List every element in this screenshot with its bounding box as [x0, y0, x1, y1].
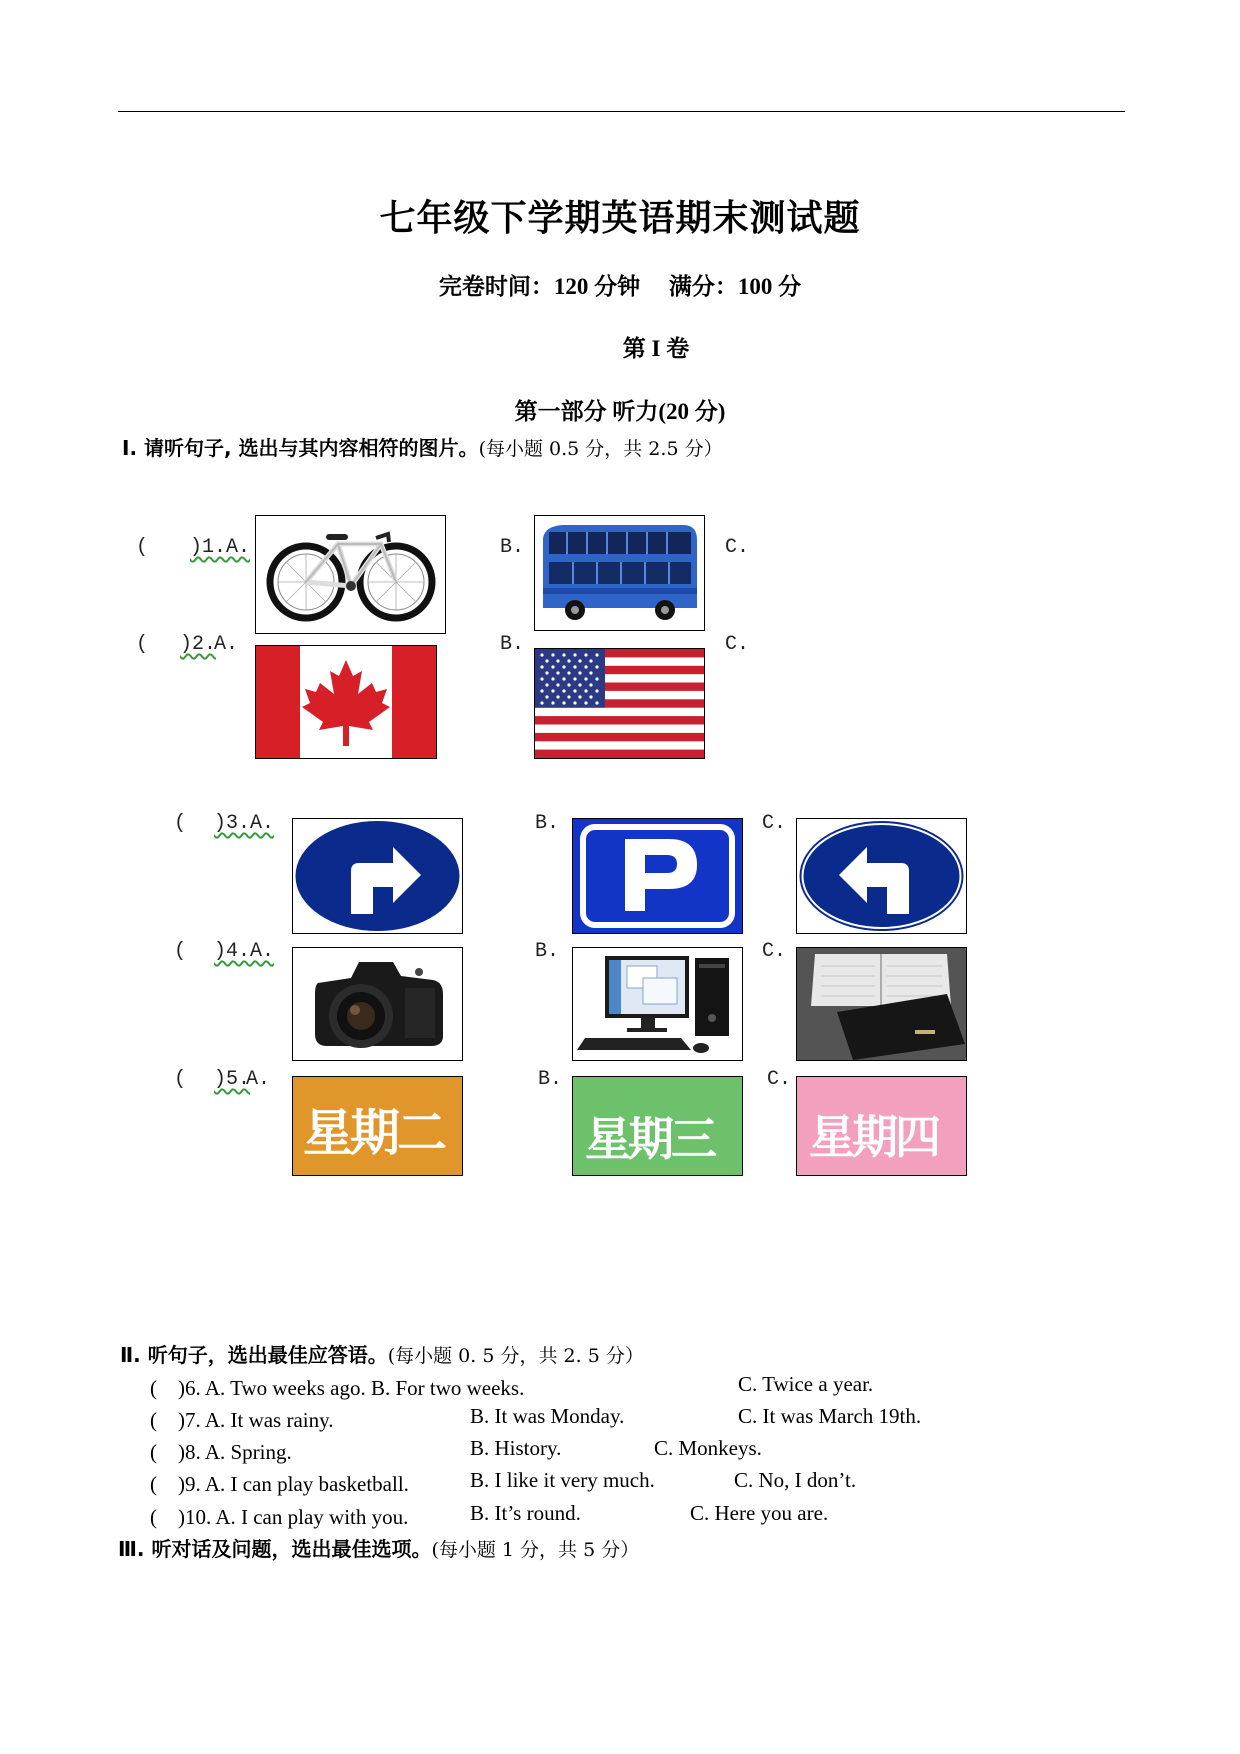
- q7-option-c: C. It was March 19th.: [738, 1404, 922, 1428]
- tuesday-text: 星期二: [303, 1104, 444, 1162]
- section-3-title: Ⅲ. 听对话及问题，选出最佳选项。: [118, 1537, 432, 1561]
- wednesday-card[interactable]: [572, 1076, 743, 1176]
- turn-right-sign-icon[interactable]: [292, 818, 463, 934]
- desktop-computer-icon[interactable]: [572, 947, 743, 1061]
- usa-flag-icon[interactable]: [534, 648, 705, 759]
- header-rule: [118, 111, 1125, 112]
- q2-option-c-label: C.: [725, 633, 750, 656]
- q3-paren: (: [174, 812, 187, 835]
- thursday-text: 星期四: [809, 1110, 938, 1164]
- tuesday-card[interactable]: [292, 1076, 463, 1176]
- q6-option-c: C. Twice a year.: [738, 1372, 874, 1396]
- notebook-icon[interactable]: [796, 947, 967, 1061]
- turn-left-sign-icon[interactable]: [796, 818, 967, 934]
- section-3-note: (每小题 1 分，共 5 分）: [431, 1539, 640, 1561]
- q5-paren: (: [174, 1068, 187, 1091]
- q8-option-b: B. History.: [470, 1436, 562, 1460]
- wednesday-text: 星期三: [585, 1112, 714, 1166]
- q9-question: ( )9. A. I can play basketball.: [150, 1472, 409, 1496]
- q5-option-a-label: A.: [246, 1068, 271, 1091]
- q6-question: ( )6. A. Two weeks ago. B. For two weeks.: [150, 1376, 525, 1400]
- section-2-note: (每小题 0. 5 分，共 2. 5 分）: [387, 1345, 644, 1367]
- q5-number: )5.: [214, 1068, 251, 1091]
- q1-option-b-label: B.: [500, 536, 525, 559]
- q3-option-b-label: B.: [535, 812, 560, 835]
- q5-option-b-label: B.: [538, 1068, 563, 1091]
- section-3-heading: [118, 1533, 639, 1562]
- q7-question: ( )7. A. It was rainy.: [150, 1408, 334, 1432]
- q4-paren: (: [174, 940, 187, 963]
- q9-option-b: B. I like it very much.: [470, 1468, 655, 1492]
- parking-sign-icon[interactable]: [572, 818, 743, 934]
- q4-option-b-label: B.: [535, 940, 560, 963]
- q10-option-b: B. It’s round.: [470, 1501, 581, 1525]
- page-title: 七年级下学期英语期末测试题: [379, 198, 861, 239]
- q7-option-b: B. It was Monday.: [470, 1404, 625, 1428]
- section-2-title: Ⅱ. 听句子，选出最佳应答语。: [120, 1343, 388, 1367]
- volume-label: 第 I 卷: [622, 336, 690, 361]
- q3-option-c-label: C.: [762, 812, 787, 835]
- q9-option-c: C. No, I don’t.: [734, 1468, 857, 1492]
- q1-option-c-label: C.: [725, 536, 750, 559]
- q2-paren: (: [136, 633, 149, 656]
- camera-icon[interactable]: [292, 947, 463, 1061]
- q8-question: ( )8. A. Spring.: [150, 1440, 292, 1464]
- q3-number: )3.A.: [214, 812, 275, 835]
- q5-option-c-label: C.: [767, 1068, 792, 1091]
- q2-number: )2.: [180, 633, 217, 656]
- part-heading: 第一部分 听力(20 分): [514, 399, 726, 424]
- q1-paren: (: [136, 536, 149, 559]
- section-1-note: (每小题 0.5 分，共 2.5 分）: [478, 438, 723, 460]
- section-2-heading: [120, 1339, 644, 1368]
- q4-option-c-label: C.: [762, 940, 787, 963]
- q4-number: )4.A.: [214, 940, 275, 963]
- canada-flag-icon[interactable]: [255, 645, 437, 759]
- section-1-title: Ⅰ. 请听句子, 选出与其内容相符的图片。: [122, 436, 479, 460]
- q10-option-c: C. Here you are.: [690, 1501, 829, 1525]
- bicycle-icon[interactable]: [255, 515, 446, 634]
- q10-question: ( )10. A. I can play with you.: [150, 1505, 409, 1529]
- double-decker-bus-icon[interactable]: [534, 515, 705, 631]
- exam-time-info: 完卷时间：120 分钟 满分：100 分: [438, 274, 802, 299]
- q2-option-a-label: A.: [214, 633, 239, 656]
- q8-option-c: C. Monkeys.: [654, 1436, 762, 1460]
- section-1-heading: [122, 432, 723, 461]
- thursday-card[interactable]: [796, 1076, 967, 1176]
- q1-number: )1.A.: [190, 536, 251, 559]
- q2-option-b-label: B.: [500, 633, 525, 656]
